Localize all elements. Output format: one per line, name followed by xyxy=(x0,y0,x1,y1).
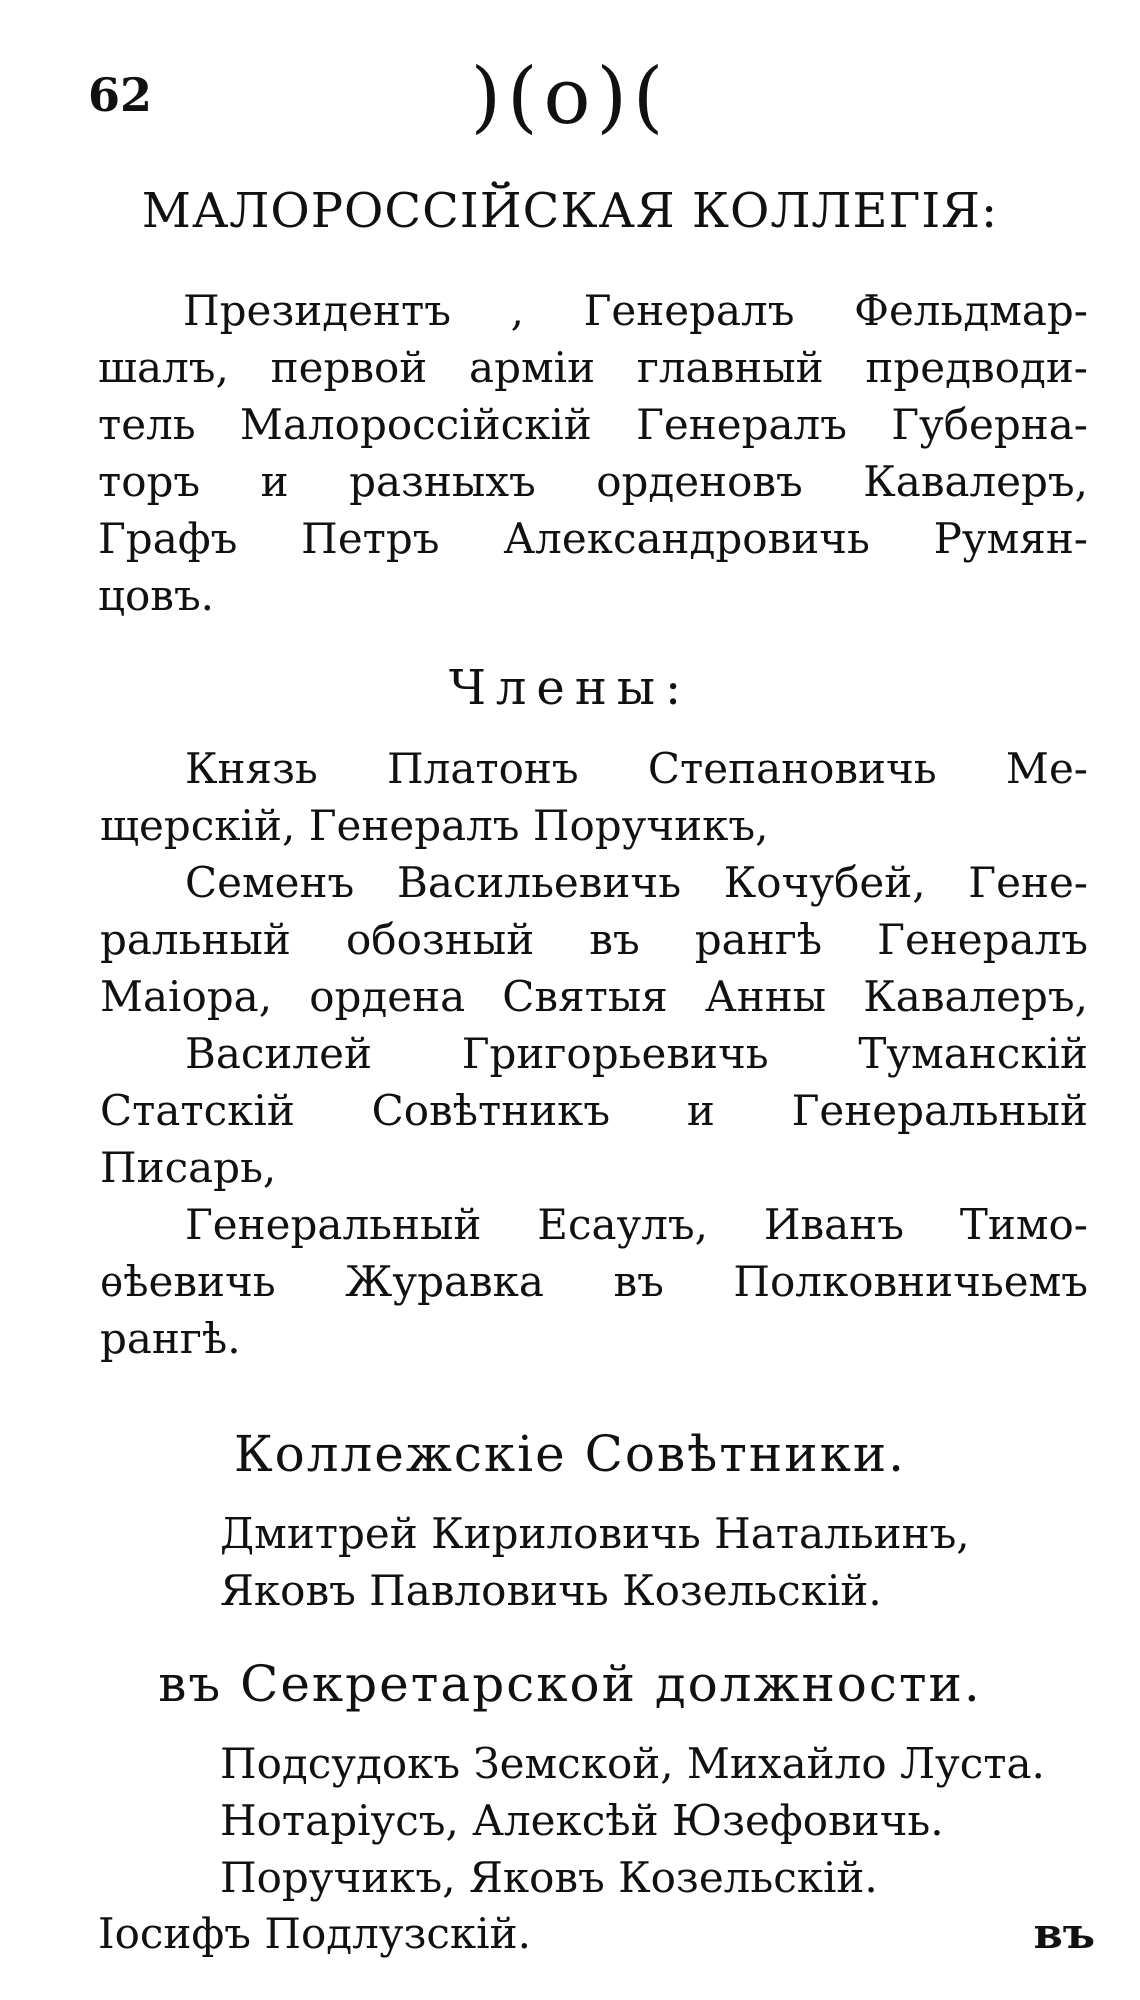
text-line: цовъ. xyxy=(98,571,215,620)
section-title-councillors: Коллежскіе Совѣтники. xyxy=(233,1425,907,1483)
list-item: Дмитрей Кириловичь Натальинъ, xyxy=(220,1509,970,1558)
text-line: Статскій Совѣтникъ и Генеральный xyxy=(100,1086,1088,1135)
section-title-collegium: МАЛОРОССІЙСКАЯ КОЛЛЕГІЯ: xyxy=(141,183,999,239)
text-line: Маіора, ордена Святыя Анны Кавалеръ, xyxy=(100,972,1088,1021)
header-ornament: )(o)( xyxy=(470,52,670,142)
text-line: Семенъ Васильевичь Кочубей, Гене- xyxy=(185,858,1088,907)
list-item: Поручикъ, Яковъ Козельскій. xyxy=(220,1853,878,1902)
text-line: Василей Григорьевичь Туманскій xyxy=(185,1029,1088,1078)
text-line: ральный обозный въ рангѣ Генералъ xyxy=(100,915,1088,964)
text-line: Президентъ , Генералъ Фельдмар- xyxy=(183,286,1088,335)
secretary-list xyxy=(220,1735,1100,1906)
members-paragraph xyxy=(100,740,1088,1367)
section-title-members: Члены: xyxy=(448,660,692,716)
councillors-list xyxy=(220,1505,1090,1619)
page-number: 62 xyxy=(88,68,153,122)
text-line: ѳѣевичь Журавка въ Полковничьемъ xyxy=(100,1257,1088,1306)
list-item: Іосифъ Подлузскій. xyxy=(98,1909,531,1958)
text-line: тель Малороссійскій Генералъ Губерна- xyxy=(98,400,1088,449)
catchword: въ xyxy=(1033,1909,1095,1958)
text-line: Князь Платонъ Степановичь Ме- xyxy=(185,744,1088,793)
text-line: Графъ Петръ Александровичь Румян- xyxy=(98,514,1088,563)
text-line: Генеральный Есаулъ, Иванъ Тимо- xyxy=(185,1200,1088,1249)
text-line: Писарь, xyxy=(100,1143,277,1192)
president-paragraph xyxy=(98,282,1088,624)
list-item: Подсудокъ Земской, Михайло Луста. xyxy=(220,1739,1045,1788)
text-line: торъ и разныхъ орденовъ Кавалеръ, xyxy=(98,457,1088,506)
text-line: шалъ, первой арміи главный предводи- xyxy=(98,343,1088,392)
text-line: рангѣ. xyxy=(100,1314,241,1363)
text-line: щерскій, Генералъ Поручикъ, xyxy=(100,801,769,850)
section-title-secretary: въ Секретарской должности. xyxy=(158,1655,982,1713)
list-item: Нотаріусъ, Алексѣй Юзефовичь. xyxy=(220,1796,944,1845)
list-item: Яковъ Павловичь Козельскій. xyxy=(220,1566,882,1615)
